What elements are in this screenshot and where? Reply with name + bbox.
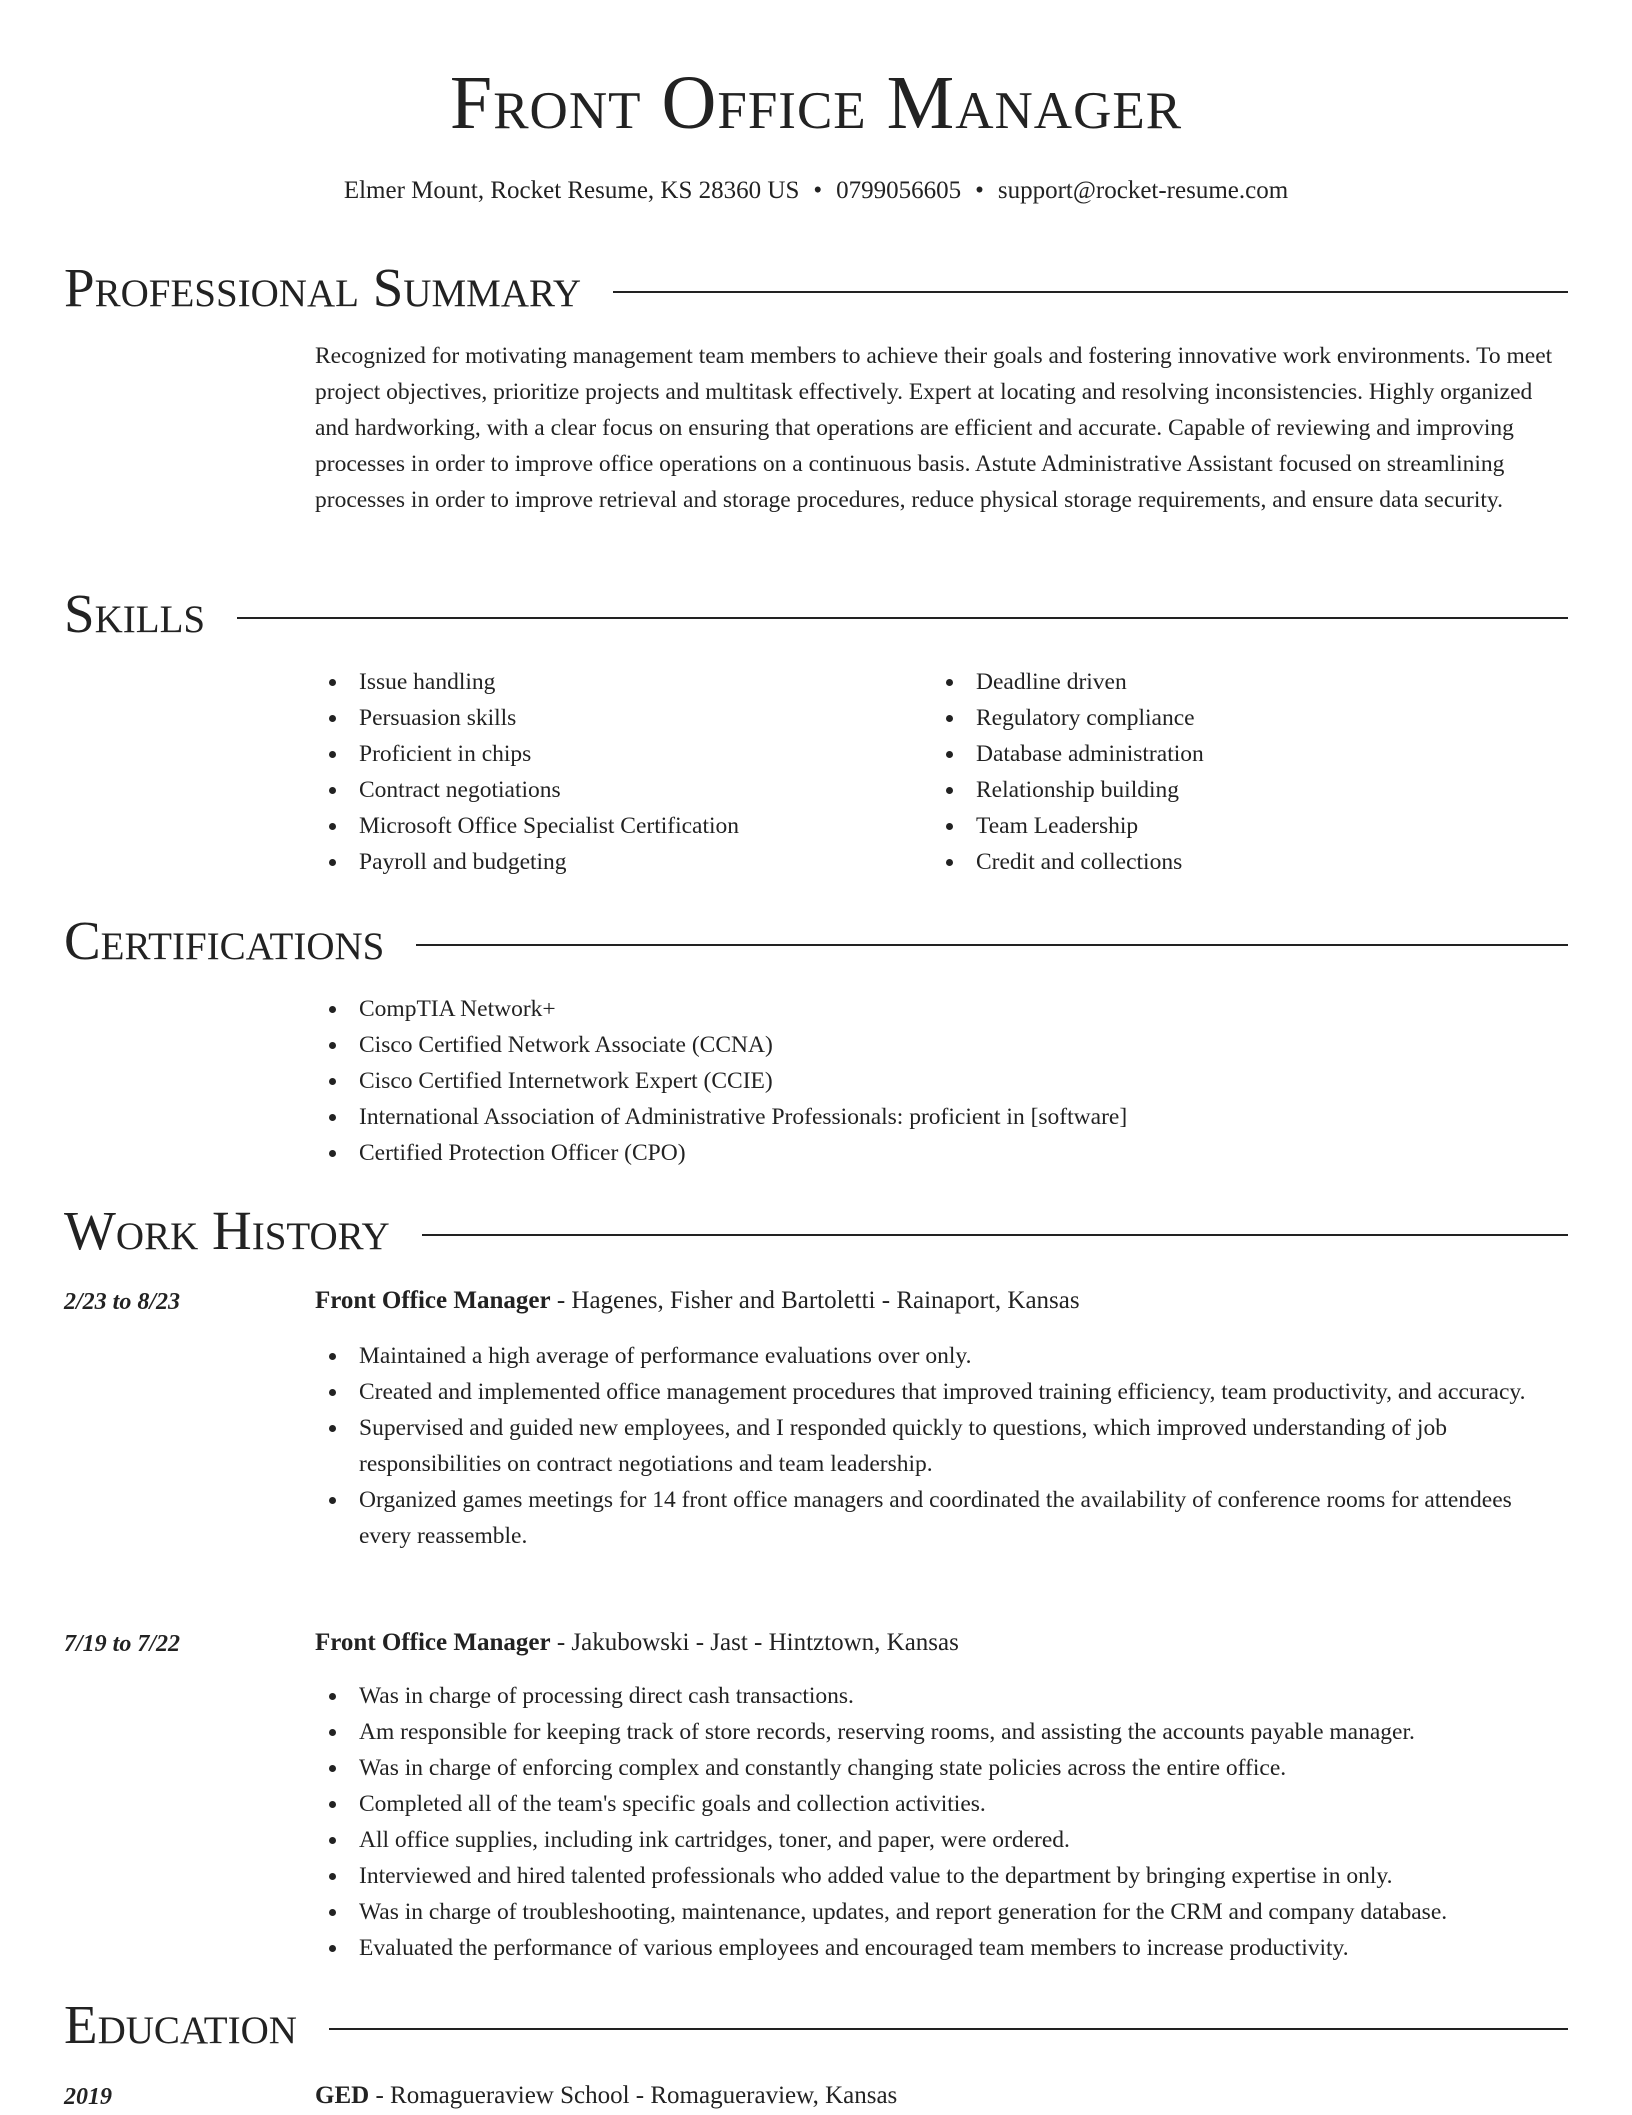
certification-item: Cisco Certified Network Associate (CCNA) (315, 1027, 1555, 1063)
certifications-heading: Certifications (64, 910, 385, 971)
section-divider (329, 2028, 1568, 2030)
job-dates: 2/23 to 8/23 (64, 1289, 181, 1315)
resume-title: Front Office Manager (449, 61, 1183, 145)
skill-item: Persuasion skills (315, 700, 915, 736)
summary-section-header (64, 256, 1568, 320)
contact-address: Elmer Mount, Rocket Resume, KS 28360 US (343, 177, 800, 204)
job-position: Front Office Manager (315, 1287, 551, 1314)
job-duty-item: Was in charge of enforcing complex and constantly changing state policies across the entire office. (315, 1750, 1555, 1786)
certification-item: Certified Protection Officer (CPO) (315, 1135, 1555, 1171)
skill-item: Proficient in chips (315, 736, 915, 772)
certification-item: Cisco Certified Internetwork Expert (CCIE) (315, 1063, 1555, 1099)
contact-separator: • (813, 177, 823, 204)
job-duty-item: Was in charge of troubleshooting, maintenance, updates, and report generation for the CRM and company database. (315, 1894, 1555, 1930)
job-duty-item: Am responsible for keeping track of store records, reserving rooms, and assisting the accounts payable manager. (315, 1714, 1555, 1750)
job-duty-item: Completed all of the team's specific goals and collection activities. (315, 1786, 1555, 1822)
job-employer: - Jakubowski - Jast - Hintztown, Kansas (550, 1629, 959, 1656)
job-duty-item: Created and implemented office management procedures that improved training efficiency, team productivity, and accuracy. (315, 1374, 1555, 1410)
job-dates: 7/19 to 7/22 (64, 1631, 181, 1657)
work-heading: Work History (64, 1200, 390, 1261)
skills-list-right (932, 664, 1552, 880)
contact-phone: 0799056605 (836, 177, 962, 204)
skill-item: Database administration (932, 736, 1552, 772)
skill-item: Contract negotiations (315, 772, 915, 808)
job-duty-item: Evaluated the performance of various employees and encouraged team members to increase productivity. (315, 1930, 1555, 1966)
skills-heading: Skills (64, 583, 206, 644)
certifications-list (315, 991, 1555, 1171)
skill-item: Credit and collections (932, 844, 1552, 880)
job-duty-item: Interviewed and hired talented professionals who added value to the department by bringing expertise in only. (315, 1858, 1555, 1894)
section-divider (422, 1234, 1568, 1236)
job-duty-item: Supervised and guided new employees, and I responded quickly to questions, which improved understanding of job responsibilities on contract negotiations and team leadership. (315, 1410, 1555, 1482)
contact-email: support@rocket-resume.com (997, 177, 1289, 204)
education-degree: GED (315, 2082, 370, 2109)
education-line (315, 2078, 1555, 2114)
job-duty-item: Was in charge of processing direct cash transactions. (315, 1678, 1555, 1714)
job-duty-item: Organized games meetings for 14 front office managers and coordinated the availability of conference rooms for attendees every reassemble. (315, 1482, 1555, 1554)
job-employer: - Hagenes, Fisher and Bartoletti - Rainaport, Kansas (550, 1287, 1080, 1314)
certification-item: CompTIA Network+ (315, 991, 1555, 1027)
skill-item: Issue handling (315, 664, 915, 700)
section-divider (237, 617, 1568, 619)
job-title-line (315, 1625, 1555, 1661)
summary-text: Recognized for motivating management team members to achieve their goals and fostering innovative work environments. To meet project objectives, prioritize projects and multitask effectively. Expert at locating and resolving inconsistencies. Highly organized and hardworking, with a clear focus on ensuring that operations are efficient and accurate. Capable of reviewing and improving processes in order to improve office operations on a continuous basis. Astute Administrative Assistant focused on streamlining processes in order to improve retrieval and storage procedures, reduce physical storage requirements, and ensure data security. (315, 343, 1553, 513)
skills-section-header (64, 582, 1568, 646)
skill-item: Microsoft Office Specialist Certification (315, 808, 915, 844)
section-divider (613, 291, 1568, 293)
job-duties-list (315, 1338, 1555, 1554)
section-divider (416, 944, 1568, 946)
education-school: - Romagueraview School - Romagueraview, Kansas (369, 2082, 898, 2109)
work-section-header (64, 1199, 1568, 1263)
contact-line (0, 174, 1632, 208)
job-duty-item: All office supplies, including ink cartridges, toner, and paper, were ordered. (315, 1822, 1555, 1858)
job-title-line (315, 1283, 1555, 1319)
education-section-header (64, 1993, 1568, 2057)
skill-item: Deadline driven (932, 664, 1552, 700)
skill-item: Relationship building (932, 772, 1552, 808)
skill-item: Team Leadership (932, 808, 1552, 844)
education-heading: Education (64, 1994, 297, 2055)
certifications-section-header (64, 909, 1568, 973)
job-position: Front Office Manager (315, 1629, 551, 1656)
skill-item: Regulatory compliance (932, 700, 1552, 736)
contact-separator: • (975, 177, 984, 204)
job-duty-item: Maintained a high average of performance evaluations over only. (315, 1338, 1555, 1374)
education-year: 2019 (64, 2084, 112, 2110)
skill-item: Payroll and budgeting (315, 844, 915, 880)
job-duties-list (315, 1678, 1555, 1966)
summary-heading: Professional Summary (64, 257, 582, 318)
certification-item: International Association of Administrative Professionals: proficient in [software] (315, 1099, 1555, 1135)
skills-list-left (315, 664, 915, 880)
